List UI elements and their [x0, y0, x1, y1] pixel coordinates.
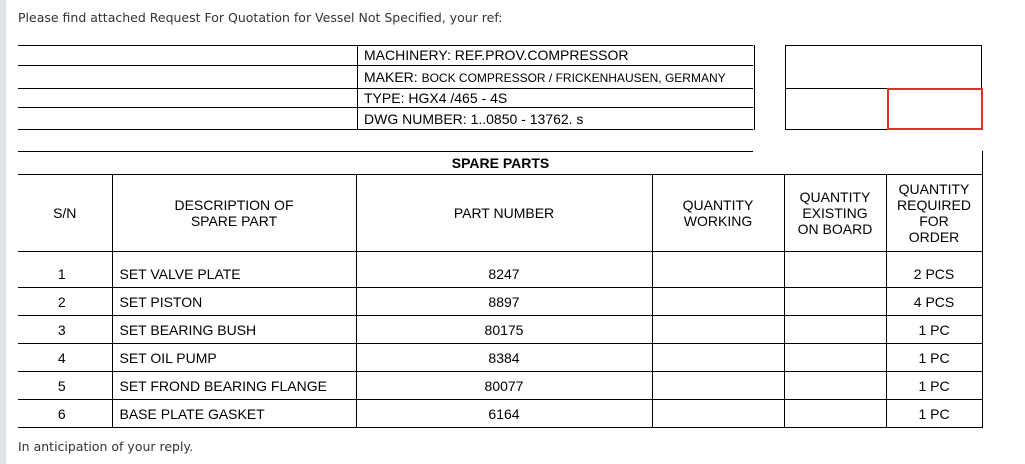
- header-part-number: PART NUMBER: [356, 175, 652, 252]
- cell-part-number: 8897: [356, 288, 652, 316]
- cell-qty-existing[interactable]: [784, 288, 886, 316]
- cell-part-number: 6164: [356, 400, 652, 428]
- cell-sn: 5: [18, 372, 112, 400]
- cell-part-number: 80175: [356, 316, 652, 344]
- table-spacer-row: [18, 252, 982, 261]
- cell-qty-working[interactable]: [652, 260, 784, 288]
- left-margin-bar: [0, 0, 6, 464]
- reference-box: [785, 45, 982, 130]
- table-row: [18, 288, 982, 316]
- table-row: [18, 400, 982, 428]
- header-qty-required: QUANTITY REQUIRED FOR ORDER: [886, 175, 982, 252]
- machinery-info-box: [357, 45, 755, 130]
- cell-description: SET VALVE PLATE: [112, 260, 356, 288]
- cell-qty-required: 1 PC: [886, 372, 982, 400]
- cell-qty-required: 1 PC: [886, 316, 982, 344]
- table-row: [18, 344, 982, 372]
- type-label: TYPE:: [364, 90, 405, 106]
- cell-description: SET PISTON: [112, 288, 356, 316]
- cell-description: SET FROND BEARING FLANGE: [112, 372, 356, 400]
- cell-qty-existing[interactable]: [784, 344, 886, 372]
- machinery-label: MACHINERY:: [364, 47, 451, 63]
- maker-label: MAKER:: [364, 69, 418, 85]
- closing-text: In anticipation of your reply.: [18, 439, 194, 454]
- cell-sn: 3: [18, 316, 112, 344]
- dwg-value: 1..0850 - 13762. s: [470, 111, 584, 127]
- intro-text: Please find attached Request For Quotation for Vessel Not Specified, your ref:: [18, 10, 503, 25]
- cell-sn: 6: [18, 400, 112, 428]
- cell-qty-working[interactable]: [652, 400, 784, 428]
- cell-qty-existing[interactable]: [784, 316, 886, 344]
- machinery-row: [364, 45, 629, 66]
- cell-qty-required: 1 PC: [886, 400, 982, 428]
- header-qty-existing: QUANTITY EXISTING ON BOARD: [784, 175, 886, 252]
- spare-parts-table: [18, 174, 983, 428]
- dwg-row: [364, 109, 583, 130]
- cell-sn: 4: [18, 344, 112, 372]
- header-description: DESCRIPTION OF SPARE PART: [112, 175, 356, 252]
- cell-part-number: 8384: [356, 344, 652, 372]
- spare-parts-top-rule: [18, 151, 753, 152]
- cell-description: SET BEARING BUSH: [112, 316, 356, 344]
- cell-qty-working[interactable]: [652, 344, 784, 372]
- cell-qty-existing[interactable]: [784, 400, 886, 428]
- selected-cell-highlight[interactable]: [887, 88, 983, 130]
- table-row: [18, 372, 982, 400]
- type-row: [364, 88, 507, 109]
- cell-qty-working[interactable]: [652, 316, 784, 344]
- cell-description: BASE PLATE GASKET: [112, 400, 356, 428]
- type-value: HGX4 /465 - 4S: [408, 90, 508, 106]
- cell-qty-required: 2 PCS: [886, 260, 982, 288]
- spare-parts-title: SPARE PARTS: [451, 155, 550, 171]
- cell-sn: 2: [18, 288, 112, 316]
- cell-qty-existing[interactable]: [784, 260, 886, 288]
- cell-qty-working[interactable]: [652, 372, 784, 400]
- cell-description: SET OIL PUMP: [112, 344, 356, 372]
- maker-row: [364, 67, 726, 88]
- cell-part-number: 8247: [356, 260, 652, 288]
- cell-qty-working[interactable]: [652, 288, 784, 316]
- machinery-value: REF.PROV.COMPRESSOR: [454, 47, 629, 63]
- header-sn: S/N: [18, 175, 112, 252]
- cell-qty-required: 1 PC: [886, 344, 982, 372]
- header-qty-working: QUANTITY WORKING: [652, 175, 784, 252]
- table-row: [18, 260, 982, 288]
- cell-qty-existing[interactable]: [784, 372, 886, 400]
- table-row: [18, 316, 982, 344]
- table-header-row: [18, 175, 982, 252]
- cell-qty-required: 4 PCS: [886, 288, 982, 316]
- cell-sn: 1: [18, 260, 112, 288]
- maker-value: BOCK COMPRESSOR / FRICKENHAUSEN, GERMANY: [421, 71, 726, 85]
- cell-part-number: 80077: [356, 372, 652, 400]
- dwg-label: DWG NUMBER:: [364, 111, 467, 127]
